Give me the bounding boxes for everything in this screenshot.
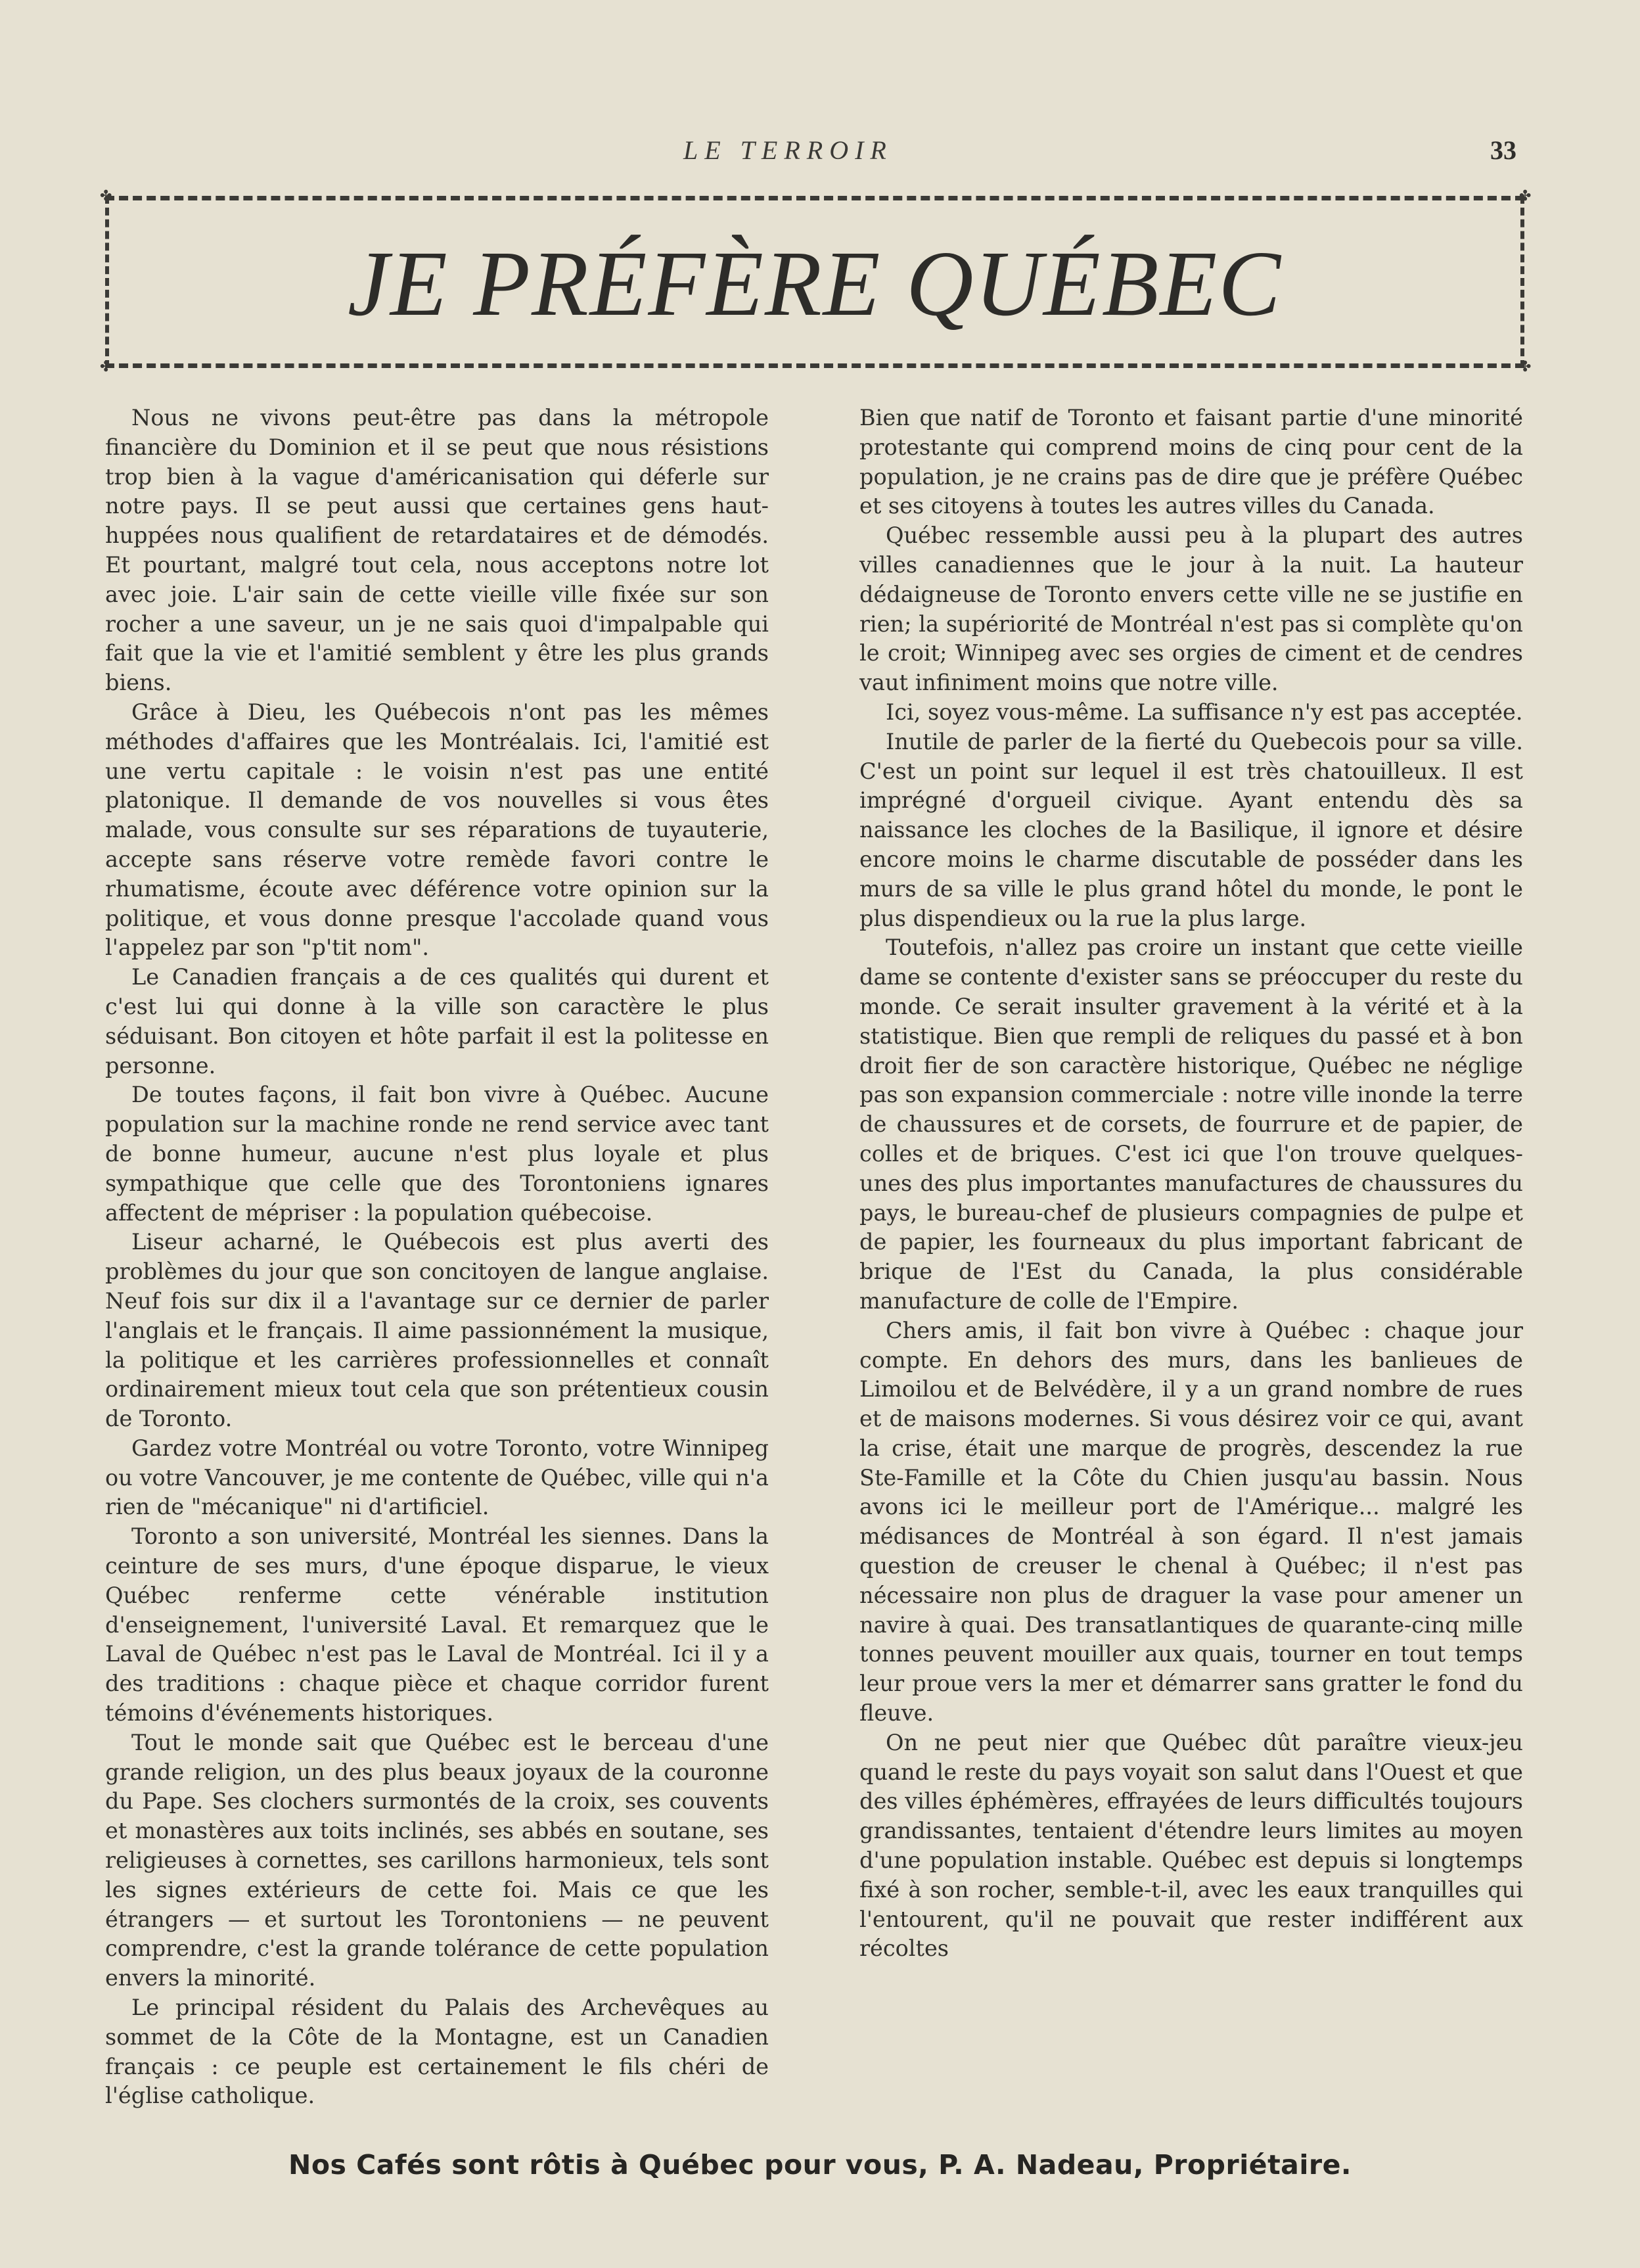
ornament-corner-icon: ✤: [1519, 188, 1532, 204]
paragraph-continuation: Bien que natif de Toronto et faisant partie d'une minorité protestante qui comprend moins de cinq pour cent de la population, je ne crains pas de dire que je préfère Québec et ses citoyens à toutes les autres villes du Canada.: [859, 405, 1523, 519]
article-title: JE PRÉFÈRE QUÉBEC: [348, 231, 1282, 335]
paragraph: Inutile de parler de la fierté du Quebecois pour sa ville. C'est un point sur lequel il est très chatouilleux. Il est imprégné d'orgueil civique. Ayant entendu dès sa naissance les cloches de la Basilique, il ignore et désire encore moins le charme discutable de posséder dans les murs de sa ville le plus grand hôtel du monde, le pont le plus dispendieux ou la rue la plus large.: [859, 728, 1523, 931]
paragraph: Toutefois, n'allez pas croire un instant que cette vieille dame se contente d'exister sans se préoccuper du reste du monde. Ce serait insulter gravement à la vérité et à la statistique. Bien que rempli de reliques du passé et à bon droit fier de son caractère historique, Québec ne néglige pas son expansion commerciale : notre ville inonde la terre de chaussures et de corsets, de fourrure et de papier, de colles et de briques. C'est ici que l'on trouve quelques-unes des plus importantes manufactures de chaussures du pays, le bureau-chef de plusieurs compagnies de pulpe et de papier, les fourneaux du plus important fabricant de brique de l'Est du Canada, la plus considérable manufacture de colle de l'Empire.: [859, 935, 1523, 1314]
paragraph: Nous ne vivons peut-être pas dans la métropole financière du Dominion et il se peut que nous résistions trop bien à la vague d'américanisation qui déferle sur notre pays. Il se peut aussi que certaines gens haut-huppées nous qualifient de retardataires et de démodés. Et pourtant, malgré tout cela, nous acceptons notre lot avec joie. L'air sain de cette vieille ville fixée sur son rocher a une saveur, un je ne sais quoi d'impalpable qui fait que la vie et l'amitié semblent y être les plus grands biens.: [105, 405, 769, 696]
running-head: [0, 135, 1640, 174]
paragraph: Tout le monde sait que Québec est le berceau d'une grande religion, un des plus beaux joyaux de la couronne du Pape. Ses clochers surmontés de la croix, ses couvents et monastères aux toits inclinés, ses abbés en soutane, ses religieuses à cornettes, ses carillons harmonieux, tels sont les signes extérieurs de cette foi. Mais ce que les étrangers — et surtout les Torontoniens — ne peuvent comprendre, c'est la grande tolérance de cette population envers la minorité.: [105, 1729, 769, 1991]
paragraph: Chers amis, il fait bon vivre à Québec : chaque jour compte. En dehors des murs, dans les banlieues de Limoilou et de Belvédère, il y a un grand nombre de rues et de maisons modernes. Si vous désirez voir ce qui, avant la crise, était une marque de progrès, descendez la rue Ste-Famille et la Côte du Chien jusqu'au bassin. Nous avons ici le meilleur port de l'Amérique... malgré les médisances de Montréal à son égard. Il n'est jamais question de creuser le chenal à Québec; il n'est pas nécessaire non plus de draguer la vase pour amener un navire à quai. Des transatlantiques de quarante-cinq mille tonnes peuvent mouiller aux quais, tourner en tout temps leur proue vers la mer et démarrer sans gratter le fond du fleuve.: [859, 1317, 1523, 1726]
paragraph: On ne peut nier que Québec dût paraître vieux-jeu quand le reste du pays voyait son salut dans l'Ouest et que des villes éphémères, effrayées de leurs difficultés toujours grandissantes, tentaient d'étendre leurs limites au moyen d'une population instable. Québec est depuis si longtemps fixé à son rocher, semble-t-il, avec les eaux tranquilles qui l'entourent, qu'il ne pouvait que rester indifférent aux récoltes: [859, 1729, 1523, 1962]
ornament-corner-icon: ✤: [100, 188, 112, 204]
left-column: [105, 404, 769, 2111]
paragraph: Le principal résident du Palais des Archevêques au sommet de la Côte de la Montagne, est un Canadien français : ce peuple est certainement le fils chéri de l'église catholique.: [105, 1995, 769, 2109]
page-number: 33: [1490, 135, 1516, 165]
paragraph: Ici, soyez vous-même. La suffisance n'y est pas acceptée.: [886, 699, 1523, 725]
paragraph: Le Canadien français a de ces qualités qui durent et c'est lui qui donne à la ville son caractère le plus séduisant. Bon citoyen et hôte parfait il est la politesse en personne.: [105, 964, 769, 1078]
footer-advertisement: Nos Cafés sont rôtis à Québec pour vous, P. A. Nadeau, Propriétaire.: [288, 2149, 1352, 2181]
paragraph: De toutes façons, il fait bon vivre à Québec. Aucune population sur la machine ronde ne rend service avec tant de bonne humeur, aucune n'est plus loyale et plus sympathique que celle que des Torontoniens ignares affectent de mépriser : la population québecoise.: [105, 1082, 769, 1226]
paragraph: Liseur acharné, le Québecois est plus averti des problèmes du jour que son concitoyen de langue anglaise. Neuf fois sur dix il a l'avantage sur ce dernier de parler l'anglais et le français. Il aime passionnément la musique, la politique et les carrières professionnelles et connaît ordinairement mieux tout cela que son prétentieux cousin de Toronto.: [105, 1229, 769, 1432]
right-column: [859, 404, 1523, 1964]
paragraph: Québec ressemble aussi peu à la plupart des autres villes canadiennes que le jour à la nuit. La hauteur dédaigneuse de Toronto envers cette ville ne se justifie en rien; la supériorité de Montréal n'est pas si complète qu'on le croit; Winnipeg avec ses orgies de ciment et de cendres vaut infiniment moins que notre ville.: [859, 522, 1523, 696]
ornament-corner-icon: ✤: [1519, 359, 1532, 375]
paragraph: Toronto a son université, Montréal les siennes. Dans la ceinture de ses murs, d'une époque disparue, le vieux Québec renferme cette vénérable institution d'enseignement, l'université Laval. Et remarquez que le Laval de Québec n'est pas le Laval de Montréal. Ici il y a des traditions : chaque pièce et chaque corridor furent témoins d'événements historiques.: [105, 1523, 769, 1726]
paragraph: Gardez votre Montréal ou votre Toronto, votre Winnipeg ou votre Vancouver, je me contente de Québec, ville qui n'a rien de "mécanique" ni d'artificiel.: [105, 1435, 769, 1520]
running-title: LE TERROIR: [683, 135, 893, 165]
ornament-corner-icon: ✤: [100, 359, 112, 375]
paragraph: Grâce à Dieu, les Québecois n'ont pas les mêmes méthodes d'affaires que les Montréalais. Ici, l'amitié est une vertu capitale : le voisin n'est pas une entité platonique. Il demande de vos nouvelles si vous êtes malade, vous consulte sur ses réparations de tuyauterie, accepte sans réserve votre remède favori contre le rhumatisme, écoute avec déférence votre opinion sur la politique, et vous donne presque l'accolade quand vous l'appelez par son "p'tit nom".: [105, 699, 769, 961]
title-frame: [100, 188, 1532, 375]
